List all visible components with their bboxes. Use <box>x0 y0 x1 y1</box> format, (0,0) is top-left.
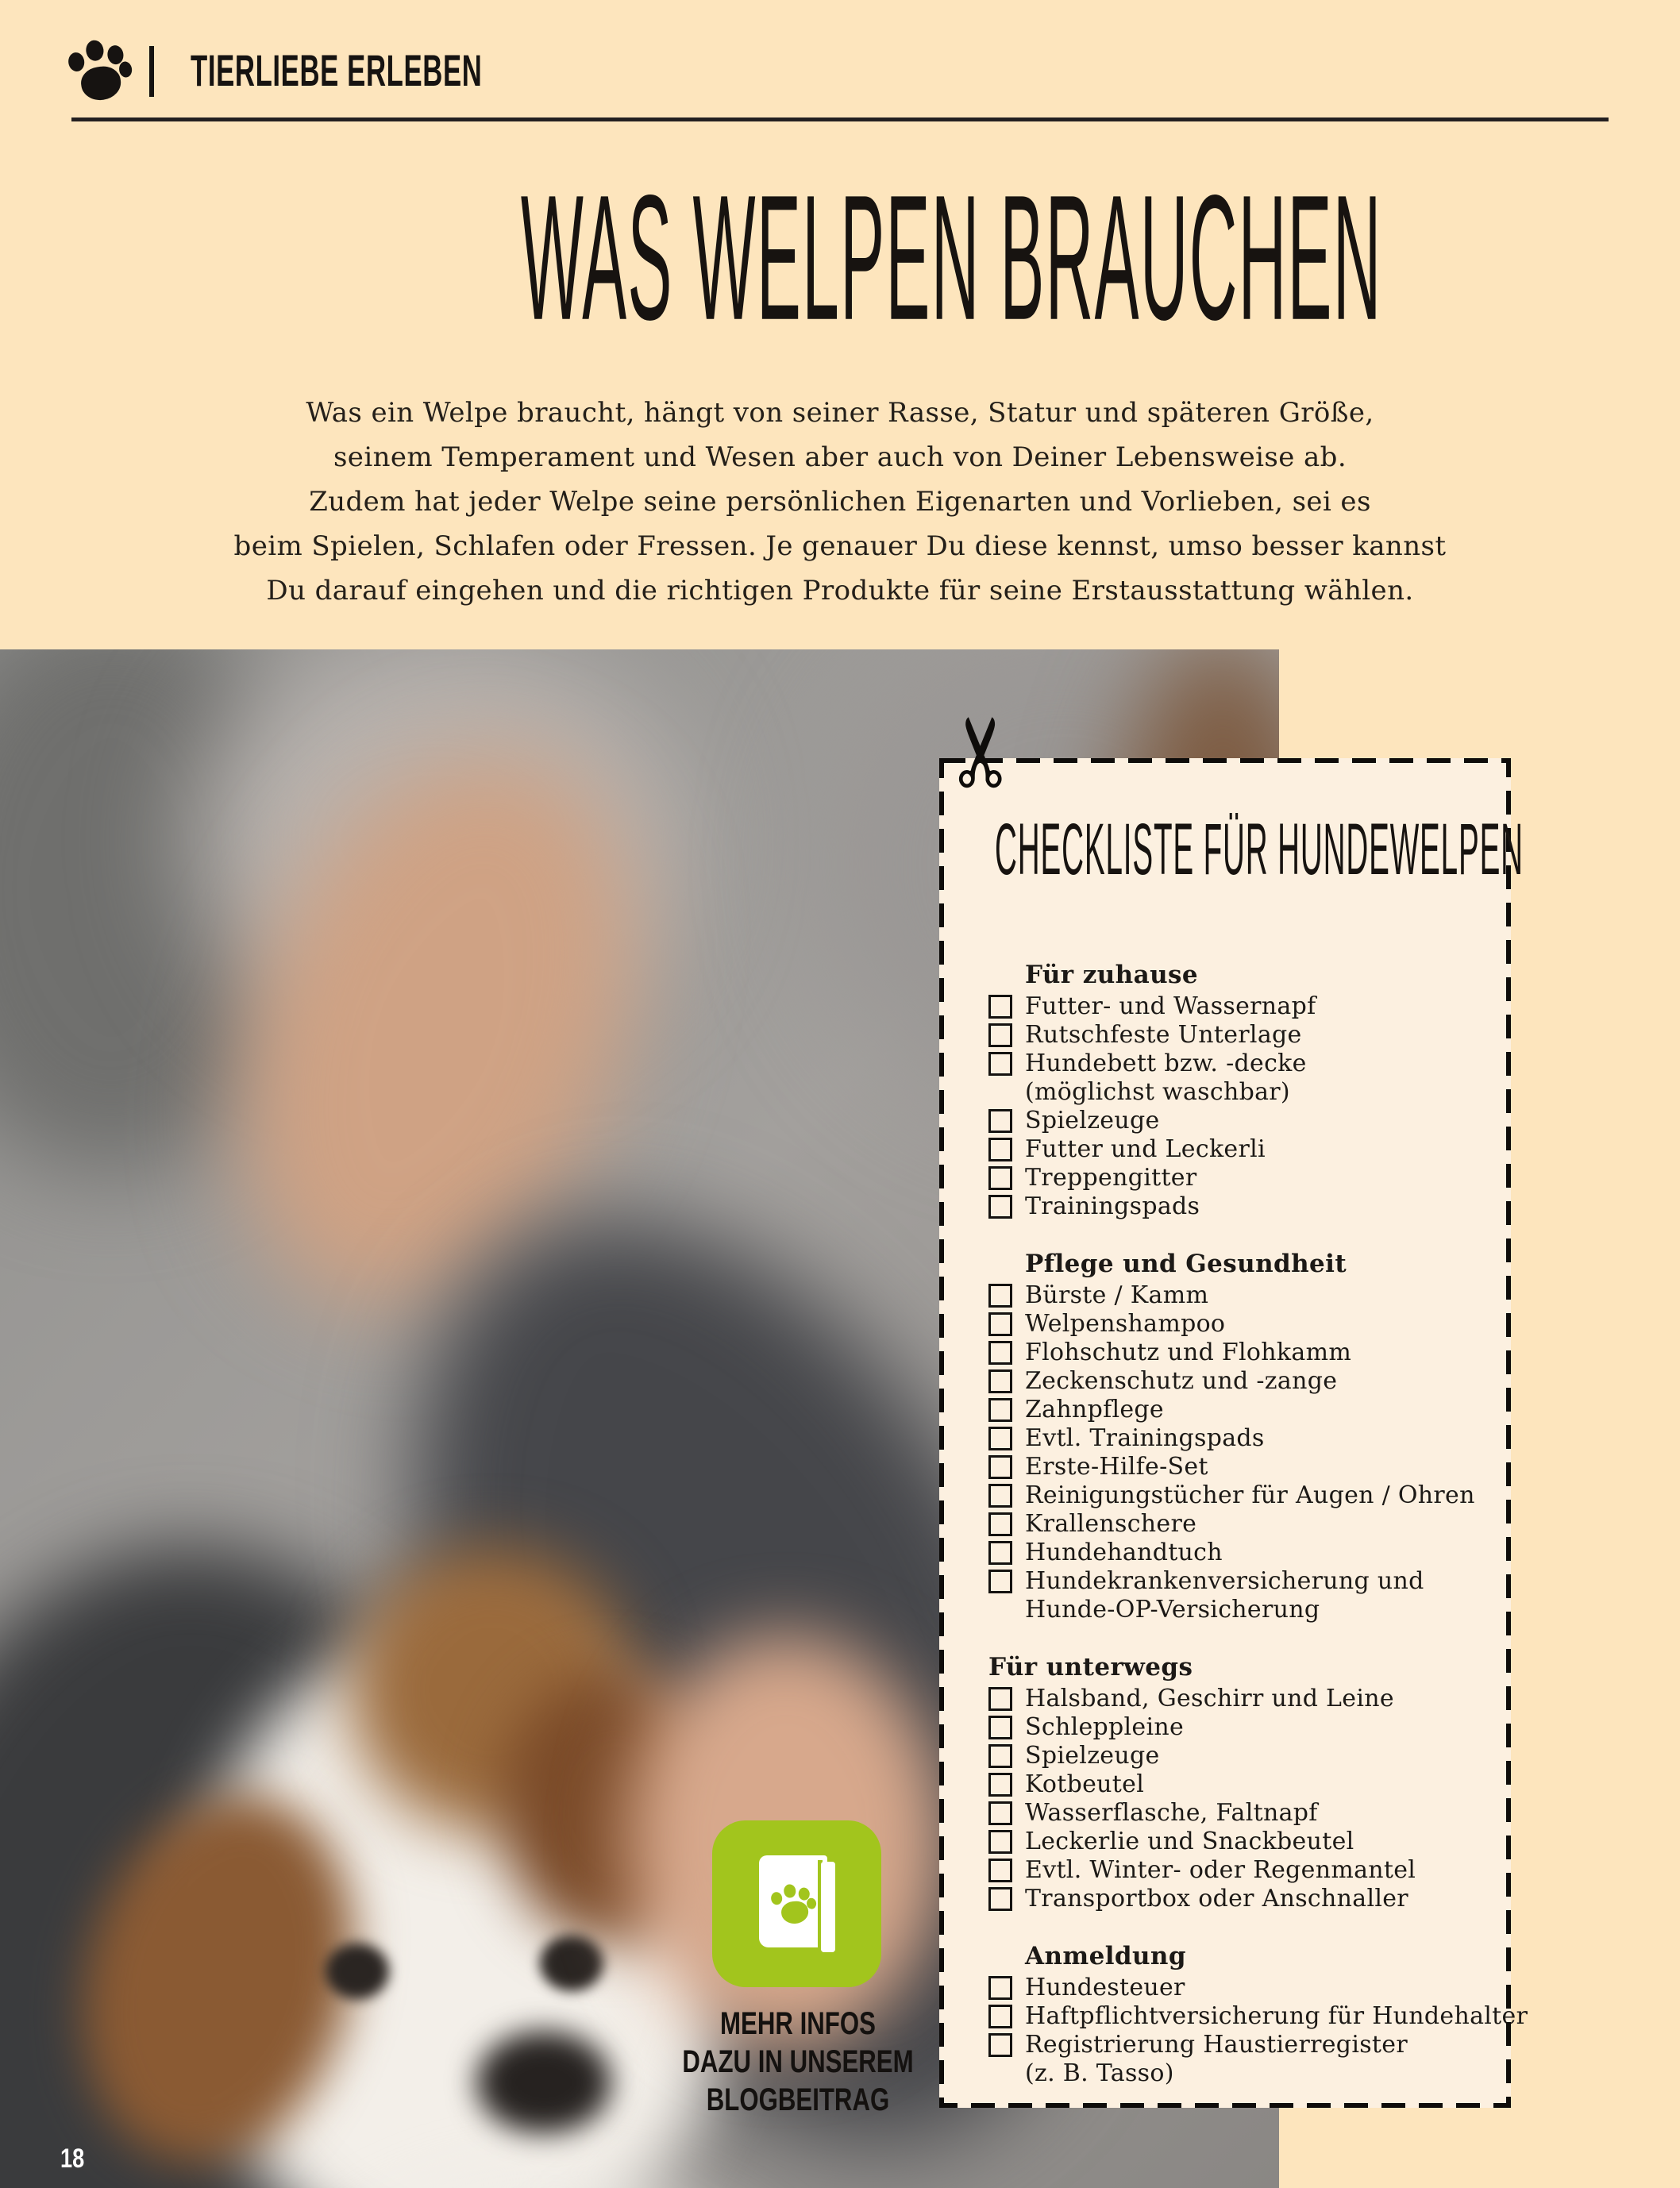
blog-promo-text <box>647 2005 949 2119</box>
checkbox[interactable] <box>988 2033 1012 2057</box>
checklist-item-label: Zahnpflege <box>1025 1396 1164 1423</box>
checklist-item <box>988 1799 1481 1828</box>
checkbox[interactable] <box>988 1687 1012 1711</box>
checklist-item <box>988 1281 1481 1310</box>
checkbox[interactable] <box>988 1976 1012 2000</box>
checklist-item-label: Schleppleine <box>1025 1713 1185 1741</box>
checkbox[interactable] <box>988 995 1012 1019</box>
checklist-item <box>988 1021 1481 1050</box>
intro-line: beim Spielen, Schlafen oder Fressen. Je genauer Du diese kennst, umso besser kannst <box>233 530 1447 562</box>
checklist-item <box>988 1396 1481 1424</box>
blog-promo-line: BLOGBEITRAG <box>706 2082 890 2117</box>
paw-icon <box>64 36 136 106</box>
checkbox[interactable] <box>988 1716 1012 1739</box>
checklist-item <box>988 1481 1481 1510</box>
checklist-sections <box>988 959 1528 2088</box>
checklist-item-label: Trainingspads <box>1025 1192 1200 1220</box>
checklist-item <box>988 1367 1481 1396</box>
header-brand-label: TIERLIEBE ERLEBEN <box>191 45 483 95</box>
checklist-item-note: (z. B. Tasso) <box>1025 2059 1174 2087</box>
checklist-item-label: Evtl. Trainingspads <box>1025 1424 1265 1452</box>
checklist-section <box>988 959 1481 1221</box>
checklist-item <box>988 1685 1481 1713</box>
intro-line: Was ein Welpe braucht, hängt von seiner Rasse, Statur und späteren Größe, <box>306 397 1374 429</box>
checkbox[interactable] <box>988 1284 1012 1308</box>
book-paw-icon <box>759 1855 835 1952</box>
checklist-item-label: Welpenshampoo <box>1025 1310 1226 1338</box>
checklist-item-label: Spielzeuge <box>1025 1107 1160 1134</box>
checklist-item-note: Hunde-OP-Versicherung <box>1025 1596 1320 1624</box>
checkbox[interactable] <box>988 1312 1012 1336</box>
intro-line: seinem Temperament und Wesen aber auch von Deiner Lebensweise ab. <box>333 441 1347 473</box>
checklist-item-label: Hundehandtuch <box>1025 1539 1223 1566</box>
checklist-item <box>988 1974 1481 2002</box>
checkbox[interactable] <box>988 1052 1012 1076</box>
checkbox[interactable] <box>988 1773 1012 1797</box>
scissors-icon: ✂ <box>927 711 1038 792</box>
photo-blob <box>540 1936 603 1991</box>
checklist-item <box>988 1742 1481 1770</box>
checkbox[interactable] <box>988 1744 1012 1768</box>
checkbox[interactable] <box>988 1427 1012 1450</box>
checklist-item-label: Kotbeutel <box>1025 1770 1145 1798</box>
intro-line: Du darauf eingehen und die richtigen Produkte für seine Erstausstattung wählen. <box>266 575 1414 607</box>
checklist-item <box>988 1885 1481 1913</box>
checklist-item-label: Hundesteuer <box>1025 1974 1185 2001</box>
page-title: WAS WELPEN BRAUCHEN <box>520 157 1382 357</box>
checklist-item-label: Hundebett bzw. -decke <box>1025 1050 1307 1077</box>
checklist-item-label: Bürste / Kamm <box>1025 1281 1209 1309</box>
checkbox[interactable] <box>988 1166 1012 1190</box>
checklist-item <box>988 1510 1481 1539</box>
checklist-item-label: Krallenschere <box>1025 1510 1197 1538</box>
checklist-item <box>988 1539 1481 1567</box>
checkbox[interactable] <box>988 1570 1012 1593</box>
checklist-item <box>988 1424 1481 1453</box>
checklist-item-label: Futter und Leckerli <box>1025 1135 1266 1163</box>
checkbox[interactable] <box>988 1859 1012 1882</box>
checklist-item <box>988 1856 1481 1885</box>
photo-blob <box>326 1943 389 1999</box>
page-header <box>0 0 1680 127</box>
checkbox[interactable] <box>988 1341 1012 1365</box>
checklist-item <box>988 1567 1481 1596</box>
intro-line: Zudem hat jeder Welpe seine persönlichen Eigenarten und Vorlieben, sei es <box>309 486 1371 518</box>
checklist-item <box>988 1107 1481 1135</box>
section-heading: Anmeldung <box>1025 1942 1186 1970</box>
checkbox[interactable] <box>988 1023 1012 1047</box>
checklist-item <box>988 1050 1481 1078</box>
page-number: 18 <box>60 2144 85 2174</box>
checklist-item <box>988 1713 1481 1742</box>
blog-promo-line: MEHR INFOS <box>720 2006 876 2041</box>
checklist-item-label: Reinigungstücher für Augen / Ohren <box>1025 1481 1475 1509</box>
header-divider <box>149 46 154 97</box>
checkbox[interactable] <box>988 1541 1012 1565</box>
checklist-item <box>988 1770 1481 1799</box>
checklist-item-note: (möglichst waschbar) <box>1025 1078 1290 1106</box>
checklist-section <box>988 1248 1481 1624</box>
checkbox[interactable] <box>988 1887 1012 1911</box>
checkbox[interactable] <box>988 1369 1012 1393</box>
checkbox[interactable] <box>988 2005 1012 2028</box>
checklist-item-label: Treppengitter <box>1025 1164 1197 1192</box>
checkbox[interactable] <box>988 1455 1012 1479</box>
checklist-item-label: Haftpflichtversicherung für Hundehalter <box>1025 2002 1528 2030</box>
checklist-item-label: Zeckenschutz und -zange <box>1025 1367 1338 1395</box>
checklist-item <box>988 1310 1481 1339</box>
checkbox[interactable] <box>988 1109 1012 1133</box>
section-heading: Für zuhause <box>1025 961 1199 989</box>
checklist-item-label: Leckerlie und Snackbeutel <box>1025 1828 1354 1855</box>
checklist-item-label: Wasserflasche, Faltnapf <box>1025 1799 1318 1827</box>
checklist-item-label: Spielzeuge <box>1025 1742 1160 1770</box>
checklist-item <box>988 1339 1481 1367</box>
checklist-item-label: Evtl. Winter- oder Regenmantel <box>1025 1856 1416 1884</box>
checklist-item-label: Registrierung Haustierregister <box>1025 2031 1408 2059</box>
section-heading: Für unterwegs <box>988 1653 1193 1681</box>
checklist-item-label: Futter- und Wassernapf <box>1025 992 1316 1020</box>
photo-blob <box>476 2031 611 2134</box>
checklist-title: CHECKLISTE FÜR HUNDEWELPEN <box>995 809 1524 890</box>
checkbox[interactable] <box>988 1801 1012 1825</box>
checklist-section <box>988 1651 1481 1913</box>
section-heading: Pflege und Gesundheit <box>1025 1250 1347 1278</box>
blog-promo-line: DAZU IN UNSEREM <box>682 2044 914 2079</box>
checklist-item-label: Flohschutz und Flohkamm <box>1025 1339 1352 1366</box>
blog-tile[interactable] <box>712 1820 881 1987</box>
checkbox[interactable] <box>988 1195 1012 1219</box>
checklist-item <box>988 1164 1481 1192</box>
checklist-item <box>988 2031 1481 2059</box>
checklist-item <box>988 1135 1481 1164</box>
checklist-item <box>988 1192 1481 1221</box>
header-rule <box>71 117 1609 121</box>
checklist-item <box>988 2002 1528 2031</box>
checkbox[interactable] <box>988 1138 1012 1161</box>
checkbox[interactable] <box>988 1830 1012 1854</box>
checklist-item <box>988 992 1481 1021</box>
checklist-item-label: Halsband, Geschirr und Leine <box>1025 1685 1394 1712</box>
checklist-item-label: Erste-Hilfe-Set <box>1025 1453 1208 1481</box>
checklist-coupon <box>927 711 1528 2108</box>
checklist-item-label: Transportbox oder Anschnaller <box>1025 1885 1408 1913</box>
checklist-item-label: Rutschfeste Unterlage <box>1025 1021 1302 1049</box>
checklist-item <box>988 1453 1481 1481</box>
checkbox[interactable] <box>988 1484 1012 1508</box>
checkbox[interactable] <box>988 1512 1012 1536</box>
intro-paragraph <box>0 391 1680 613</box>
checkbox[interactable] <box>988 1398 1012 1422</box>
checklist-item <box>988 1828 1481 1856</box>
checklist-item-label: Hundekrankenversicherung und <box>1025 1567 1424 1595</box>
checklist-section <box>988 1940 1528 2088</box>
